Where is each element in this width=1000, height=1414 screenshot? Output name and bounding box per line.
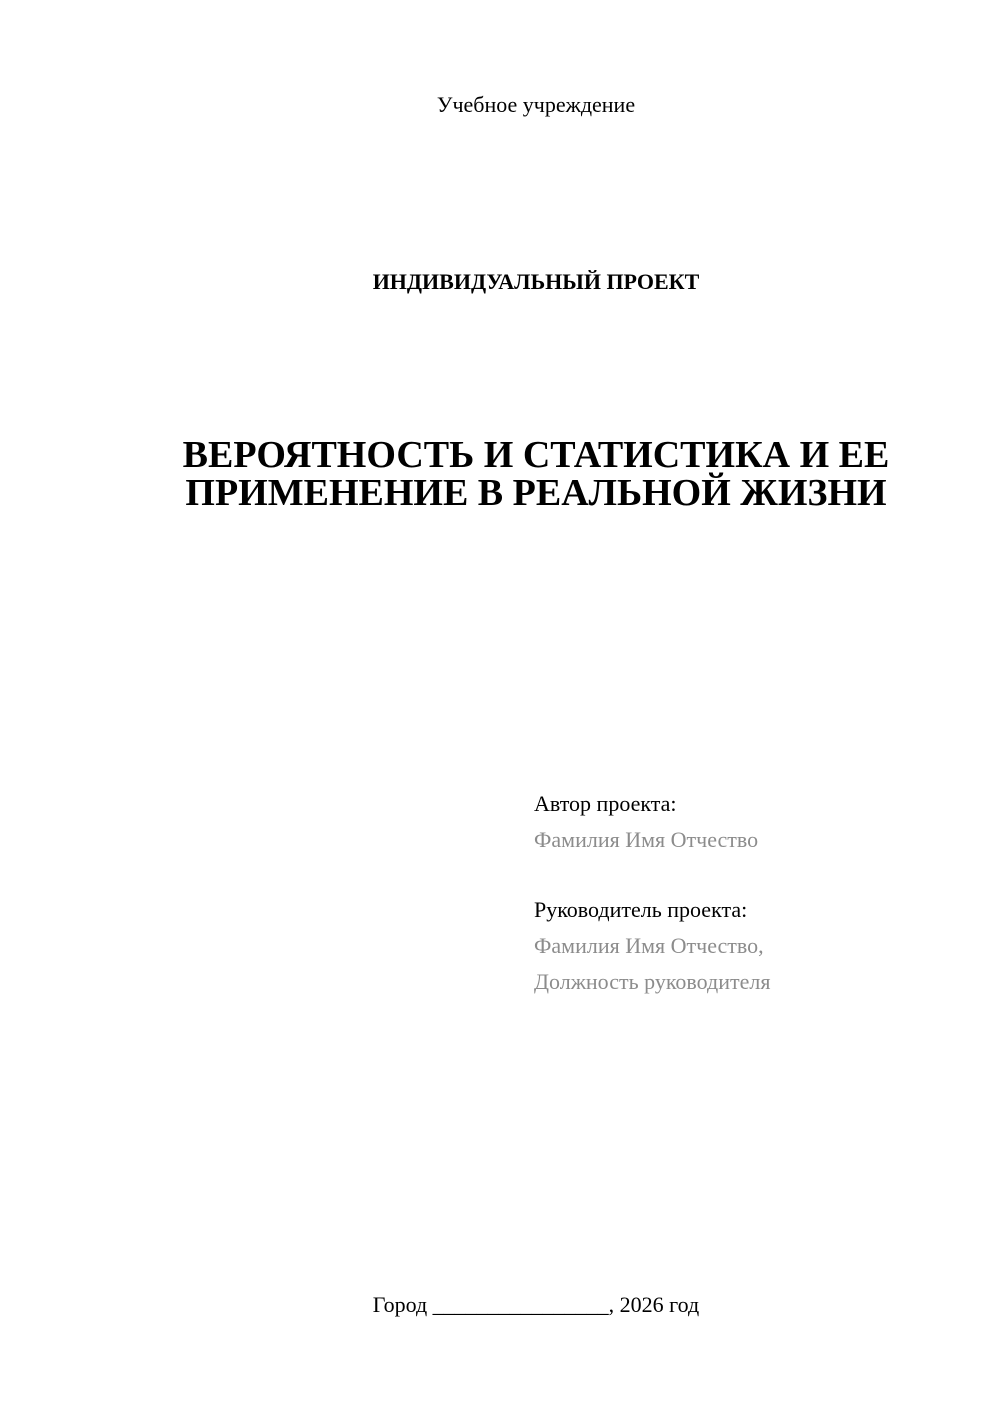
author-block [534, 786, 974, 858]
project-title [0, 436, 1000, 512]
author-label: Автор проекта: [534, 791, 677, 816]
institution-name: Учебное учреждение [436, 92, 636, 117]
project-title-line-1: ВЕРОЯТНОСТЬ И СТАТИСТИКА И ЕЕ [182, 434, 890, 476]
project-type-heading: ИНДИВИДУАЛЬНЫЙ ПРОЕКТ [372, 269, 700, 294]
city-blank: ________________ [432, 1292, 609, 1317]
supervisor-name: Фамилия Имя Отчество, [534, 933, 764, 958]
project-title-line-2: ПРИМЕНЕНИЕ В РЕАЛЬНОЙ ЖИЗНИ [185, 472, 887, 514]
supervisor-block [534, 892, 974, 1000]
author-name: Фамилия Имя Отчество [534, 827, 759, 852]
city-label: Город [372, 1292, 428, 1317]
supervisor-label: Руководитель проекта: [534, 897, 748, 922]
city-year-line [0, 1290, 1000, 1320]
supervisor-position: Должность руководителя [534, 969, 771, 994]
year-text: , 2026 год [608, 1292, 700, 1317]
